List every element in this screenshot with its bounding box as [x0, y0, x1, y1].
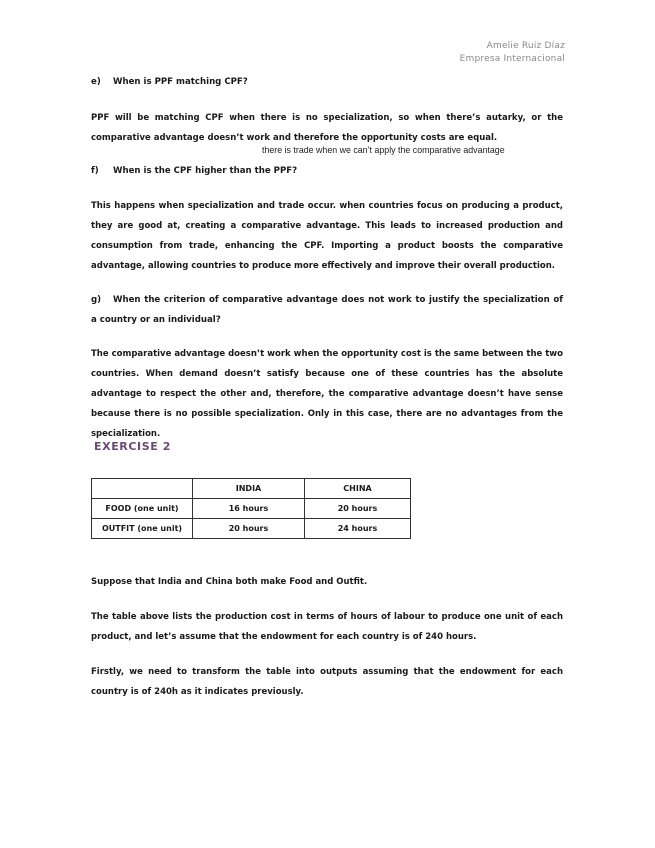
production-cost-table: [91, 478, 411, 539]
page-header: [460, 40, 565, 66]
question-e: [91, 72, 563, 92]
question-f: [91, 161, 563, 181]
question-g-text: When the criterion of comparative advantage does not work to justify the specialization of a country or an individual?: [91, 295, 563, 325]
table-cell: 20 hours: [193, 519, 305, 539]
exercise-title: EXERCISE 2: [94, 440, 172, 453]
exercise-paragraph-2: The table above lists the production cost in terms of hours of labour to produce one unit of each product, and let’s assume that the endowment for each country is of 240 hours.: [91, 612, 563, 642]
question-f-label: f): [91, 166, 99, 176]
table-header-cell: [92, 479, 193, 499]
question-g: [91, 290, 563, 330]
question-g-label: g): [91, 295, 102, 305]
table-header-cell: CHINA: [305, 479, 411, 499]
table-header-row: [92, 479, 411, 499]
table-header-cell: INDIA: [193, 479, 305, 499]
table-cell: 16 hours: [193, 499, 305, 519]
table-cell: 20 hours: [305, 499, 411, 519]
header-author: Amelie Ruiz Díaz: [486, 41, 565, 51]
exercise-paragraph-3: Firstly, we need to transform the table into outputs assuming that the endowment for each country is of 240h as it indicates previously.: [91, 667, 563, 697]
handwritten-note: there is trade when we can’t apply the comparative advantage: [262, 145, 505, 156]
table-row: [92, 499, 411, 519]
answer-g: The comparative advantage doesn’t work when the opportunity cost is the same between the two countries. When demand doesn’t satisfy because one of these countries has the absolute advantage to respect the other and, therefore, the comparative advantage doesn’t have sense because there is no possible specialization. Only in this case, there are no advantages from the specialization.: [91, 349, 563, 439]
exercise-paragraph-1: Suppose that India and China both make Food and Outfit.: [91, 577, 368, 587]
header-subject: Empresa Internacional: [459, 54, 565, 64]
answer-e: PPF will be matching CPF when there is no specialization, so when there’s autarky, or the comparative advantage doesn’t work and therefore the opportunity costs are equal.: [91, 113, 563, 143]
table-cell: FOOD (one unit): [92, 499, 193, 519]
question-e-text: When is PPF matching CPF?: [113, 77, 248, 87]
table-cell: 24 hours: [305, 519, 411, 539]
question-f-text: When is the CPF higher than the PPF?: [113, 166, 298, 176]
table-row: [92, 519, 411, 539]
table-cell: OUTFIT (one unit): [92, 519, 193, 539]
answer-f: This happens when specialization and trade occur. when countries focus on producing a product, they are good at, creating a comparative advantage. This leads to increased production and consumption from trade, enhancing the CPF. Importing a product boosts the comparative advantage, allowing countries to produce more effectively and improve their overall production.: [91, 201, 563, 271]
question-e-label: e): [91, 77, 101, 87]
